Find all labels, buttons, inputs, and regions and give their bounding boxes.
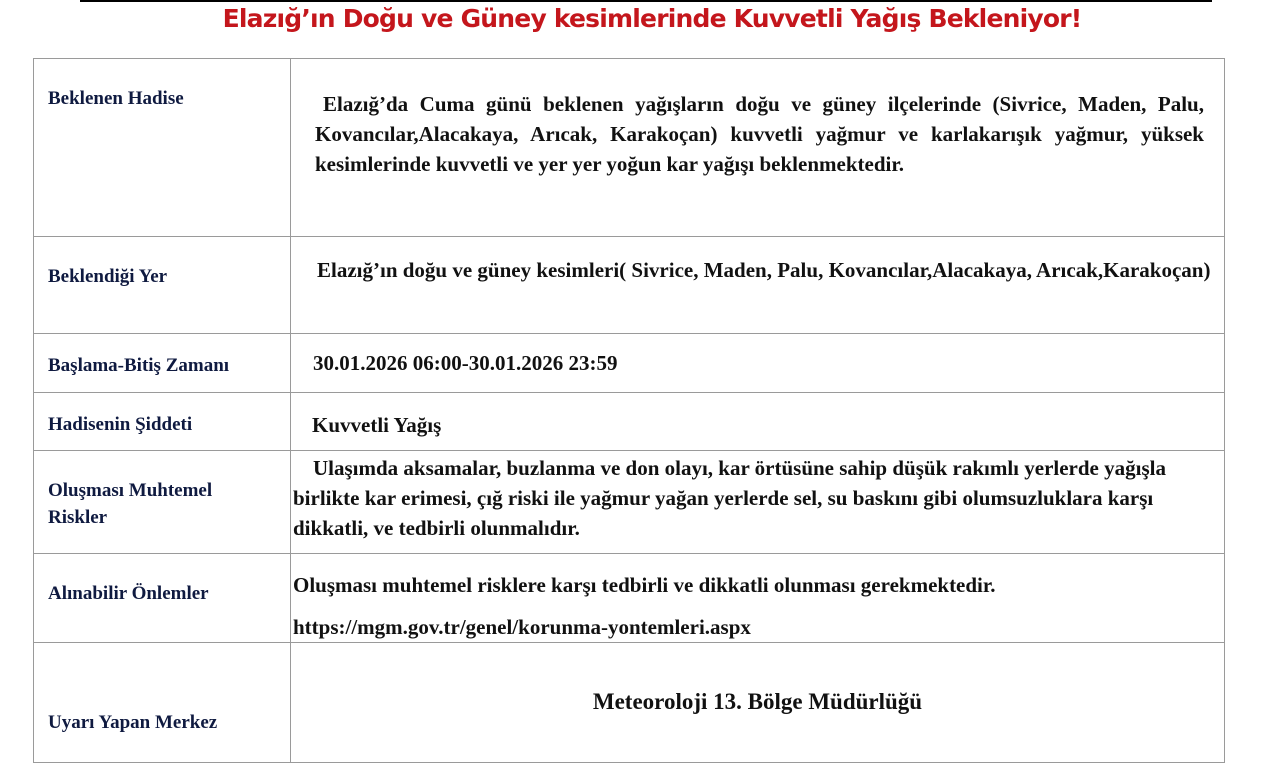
expected-place-text: Elazığ’ın doğu ve güney kesimleri( Sivrice, Maden, Palu, Kovancılar,Alacakaya, Arıcak,Karakoçan) <box>317 258 1211 282</box>
table-row <box>34 237 1225 334</box>
row-label: Oluşması Muhtemel Riskler <box>34 451 291 554</box>
row-value <box>291 334 1225 393</box>
row-value <box>291 59 1225 237</box>
table-row <box>34 334 1225 393</box>
row-label: Beklenen Hadise <box>34 59 291 237</box>
table-row <box>34 393 1225 451</box>
risks-text: Ulaşımda aksamalar, buzlanma ve don olayı, kar örtüsüne sahip düşük rakımlı yerlerde yağışla birlikte kar erimesi, çığ riski ile yağmur yağan yerlerde sel, su baskını gibi olumsuzluklara karşı dikkatli, ve tedbirli olunmalıdır. <box>293 456 1166 540</box>
row-label: Uyarı Yapan Merkez <box>34 643 291 763</box>
warning-table <box>33 58 1225 763</box>
precautions-link[interactable]: https://mgm.gov.tr/genel/korunma-yontemleri.aspx <box>293 615 751 639</box>
expected-event-text: Elazığ’da Cuma günü beklenen yağışların doğu ve güney ilçelerinde (Sivrice, Maden, Palu, Kovancılar,Alacakaya, Arıcak, Karakoçan) kuvvetli yağmur ve karlakarışık yağmur, yüksek kesimlerinde kuvvetli ve yer yer yoğun kar yağışı beklenmektedir. <box>315 92 1204 176</box>
row-value <box>291 643 1225 763</box>
issuing-center-text: Meteoroloji 13. Bölge Müdürlüğü <box>592 689 923 714</box>
row-label: Başlama-Bitiş Zamanı <box>34 334 291 393</box>
time-range-text: 30.01.2026 06:00-30.01.2026 23:59 <box>313 351 618 375</box>
row-value <box>291 554 1225 643</box>
table-row <box>34 643 1225 763</box>
row-value <box>291 237 1225 334</box>
row-value <box>291 393 1225 451</box>
row-label: Hadisenin Şiddeti <box>34 393 291 451</box>
page-title: Elazığ’ın Doğu ve Güney kesimlerinde Kuvvetli Yağış Bekleniyor! <box>222 4 1082 33</box>
table-row <box>34 451 1225 554</box>
top-rule <box>80 0 1212 2</box>
row-label: Alınabilir Önlemler <box>34 554 291 643</box>
table-row <box>34 59 1225 237</box>
precautions-text: Oluşması muhtemel risklere karşı tedbirli ve dikkatli olunması gerekmektedir. <box>293 573 996 597</box>
row-value <box>291 451 1225 554</box>
row-label: Beklendiği Yer <box>34 237 291 334</box>
severity-text: Kuvvetli Yağış <box>312 413 442 437</box>
table-row <box>34 554 1225 643</box>
